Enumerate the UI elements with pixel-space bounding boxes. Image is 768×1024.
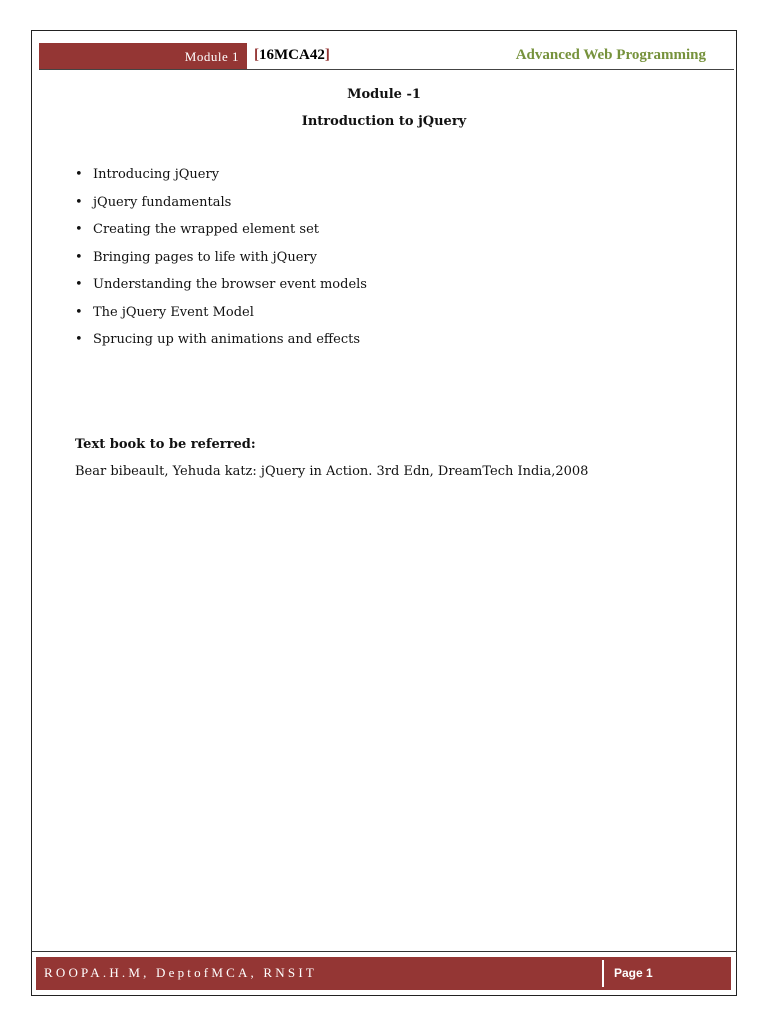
header-module-label: Module 1 xyxy=(184,49,239,64)
header-module-band xyxy=(39,43,247,70)
header-divider xyxy=(39,69,734,70)
topic-text: Understanding the browser event models xyxy=(93,277,367,292)
bullet-icon: • xyxy=(75,222,83,237)
topic-item xyxy=(75,193,367,221)
bullet-icon: • xyxy=(75,332,83,347)
footer-divider xyxy=(31,951,737,952)
topic-text: Bringing pages to life with jQuery xyxy=(93,249,317,265)
module-title: Module -1 xyxy=(347,87,421,102)
footer-author: ROOPA.H.M, DeptofMCA, RNSIT xyxy=(44,965,317,980)
header-code-bracket-close: ] xyxy=(324,47,330,63)
topic-text: jQuery fundamentals xyxy=(93,194,232,210)
header-course-code xyxy=(254,47,330,64)
page-number: Page 1 xyxy=(614,966,653,980)
topic-item xyxy=(75,330,367,358)
header-code-text: 16MCA42 xyxy=(259,47,325,63)
topic-item xyxy=(75,303,367,331)
page-footer xyxy=(36,957,731,990)
footer-page-box xyxy=(602,960,728,987)
header-course-title: Advanced Web Programming xyxy=(515,47,706,63)
topic-item xyxy=(75,220,367,248)
reference-heading: Text book to be referred: xyxy=(75,437,256,452)
topic-item xyxy=(75,165,367,193)
topic-item xyxy=(75,275,367,303)
bullet-icon: • xyxy=(75,277,83,292)
bullet-icon: • xyxy=(75,194,83,210)
bullet-icon: • xyxy=(75,249,83,265)
topic-text: Sprucing up with animations and effects xyxy=(93,332,361,347)
topic-item xyxy=(75,248,367,276)
page-header xyxy=(39,43,734,70)
bullet-icon: • xyxy=(75,167,83,182)
topic-text: Introducing jQuery xyxy=(93,167,220,182)
bullet-icon: • xyxy=(75,304,83,320)
topic-text: Creating the wrapped element set xyxy=(93,222,320,237)
topic-list xyxy=(75,165,367,358)
chapter-title: Introduction to jQuery xyxy=(301,114,467,129)
topic-text: The jQuery Event Model xyxy=(93,304,254,320)
reference-text: Bear bibeault, Yehuda katz: jQuery in Action. 3rd Edn, DreamTech India,2008 xyxy=(75,464,589,479)
header-code-bracket-open: [ xyxy=(254,47,259,63)
